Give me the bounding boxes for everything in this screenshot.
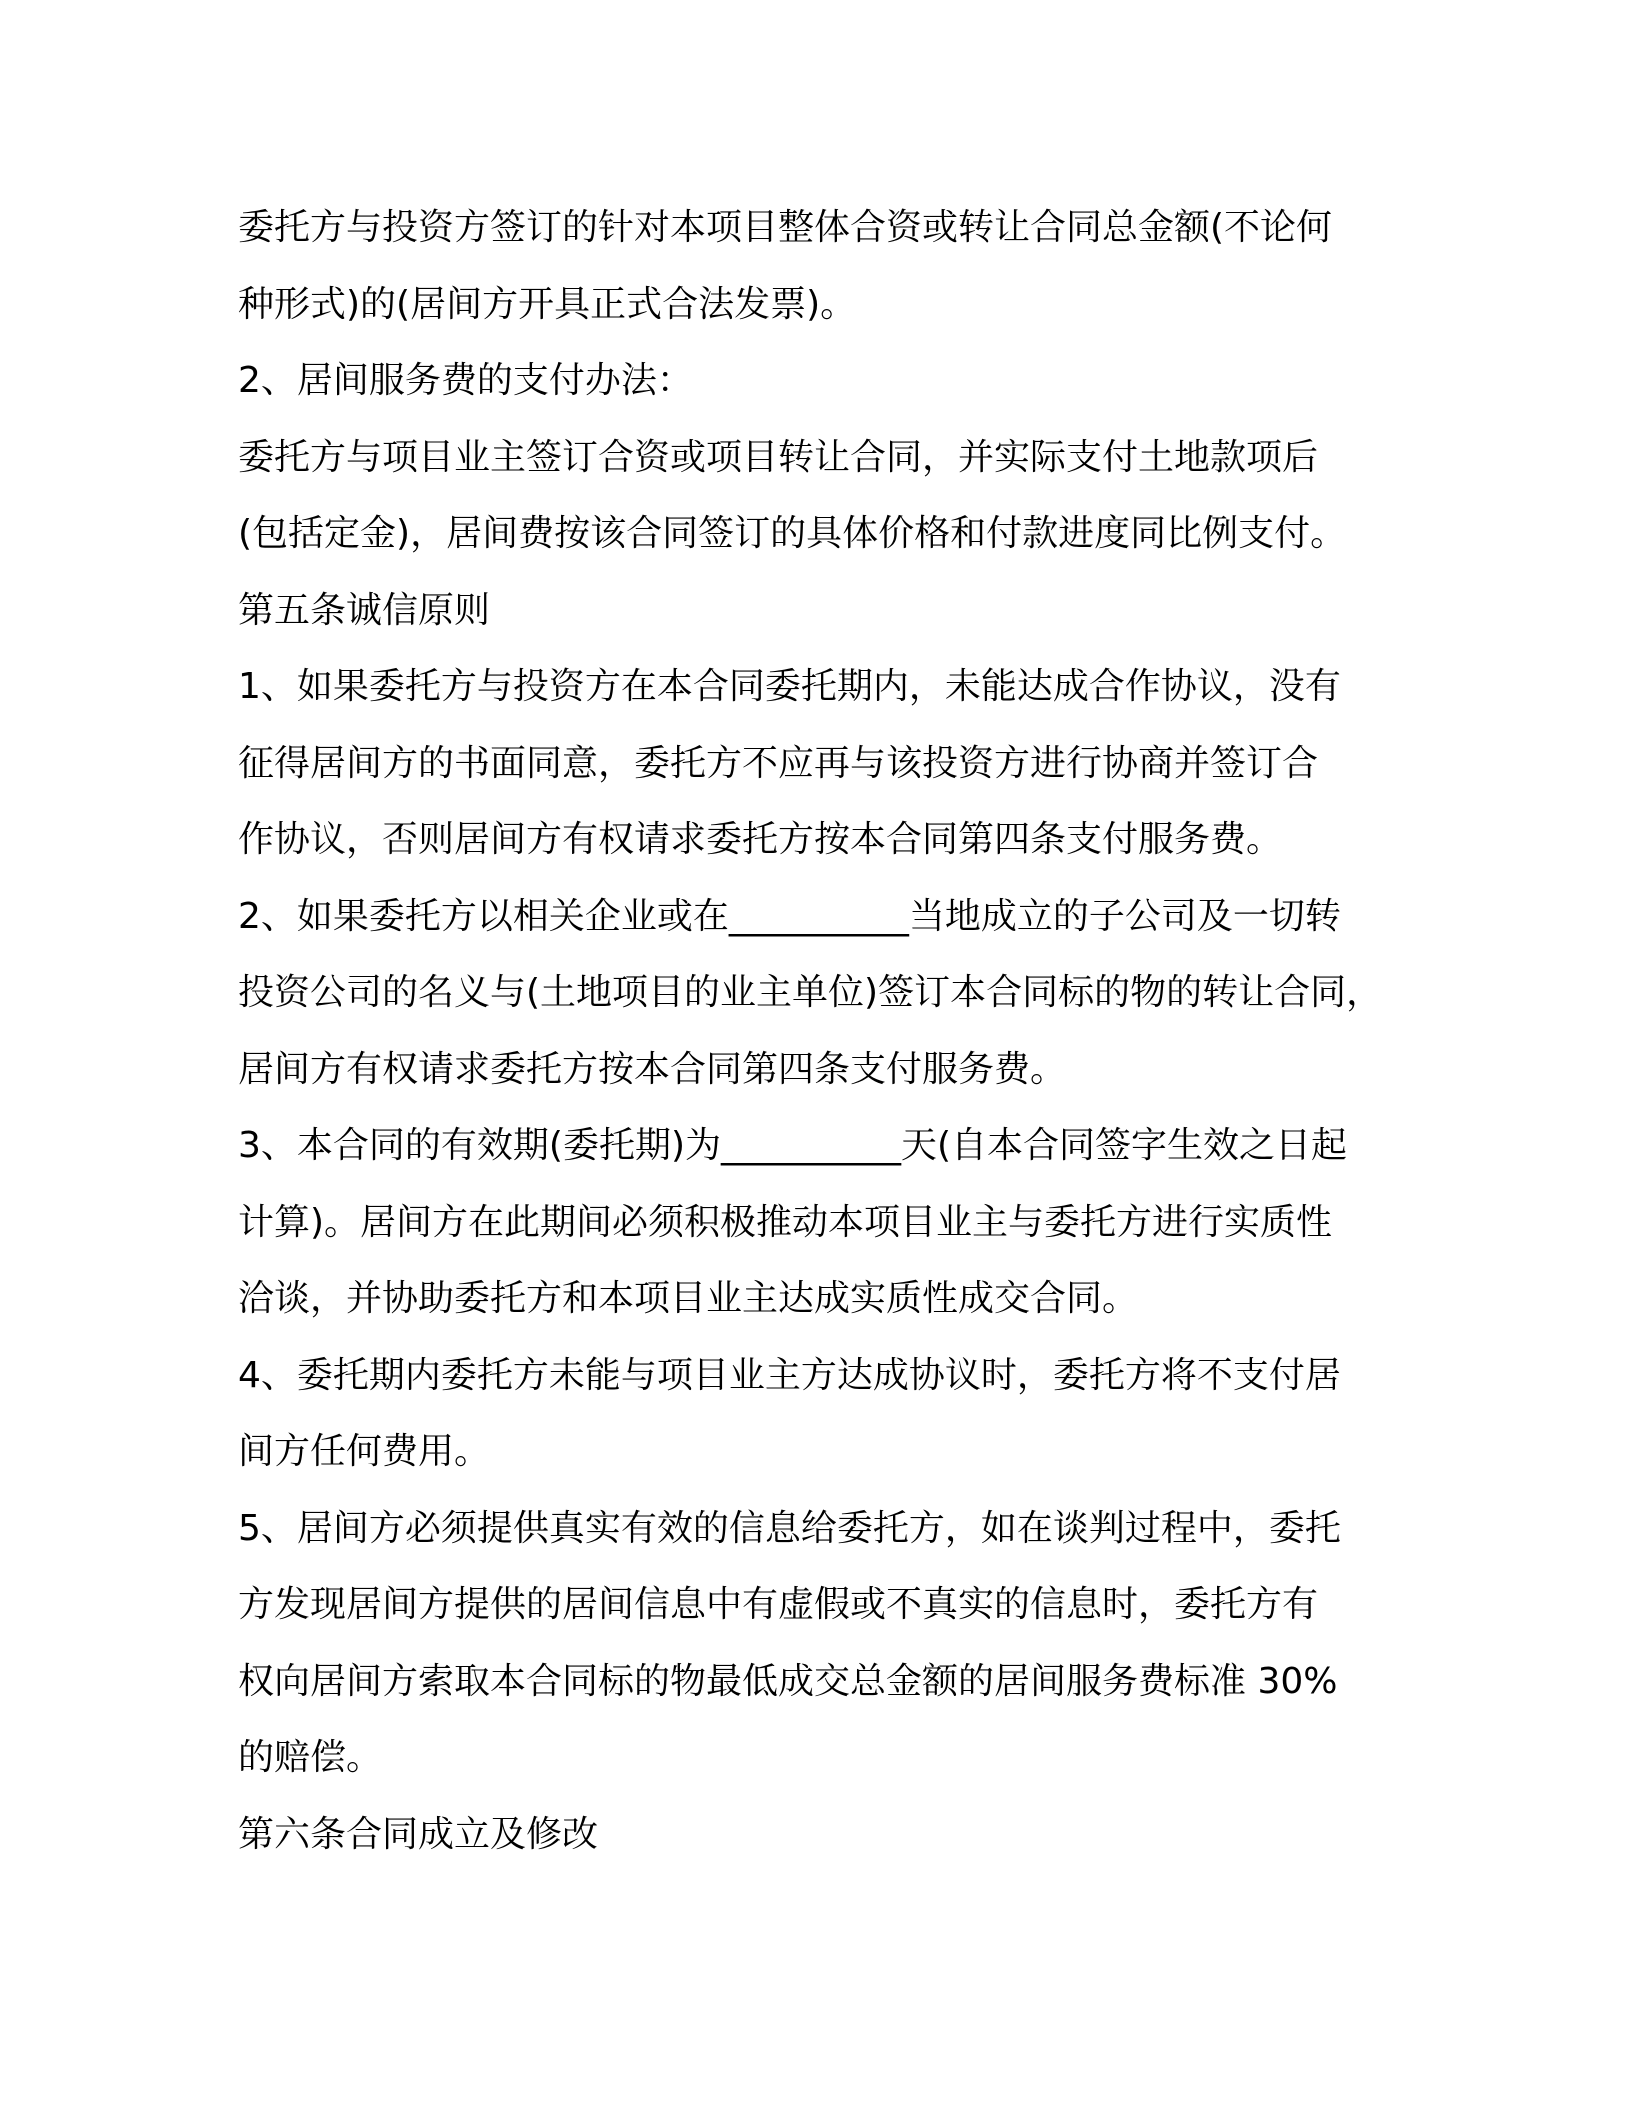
text-line: 委托方与投资方签订的针对本项目整体合资或转让合同总金额(不论何 xyxy=(238,207,1333,248)
text-line: 权向居间方索取本合同标的物最低成交总金额的居间服务费标准 30% xyxy=(238,1660,1338,1702)
text-line: 1、如果委托方与投资方在本合同委托期内，未能达成合作协议，没有 xyxy=(238,666,1341,707)
text-line: 3、本合同的有效期(委托期)为__________天(自本合同签字生效之日起 xyxy=(238,1125,1348,1166)
text-line: (包括定金)，居间费按该合同签订的具体价格和付款进度同比例支付。 xyxy=(238,513,1347,554)
text-line: 计算)。居间方在此期间必须积极推动本项目业主与委托方进行实质性 xyxy=(238,1201,1333,1243)
text-line: 4、委托期内委托方未能与项目业主方达成协议时，委托方将不支付居 xyxy=(238,1354,1341,1396)
text-line: 洽谈，并协助委托方和本项目业主达成实质性成交合同。 xyxy=(238,1278,1139,1319)
text-line: 间方任何费用。 xyxy=(238,1431,491,1472)
text-line: 的赔偿。 xyxy=(238,1737,383,1778)
text-line: 居间方有权请求委托方按本合同第四条支付服务费。 xyxy=(238,1048,1067,1090)
text-line: 5、居间方必须提供真实有效的信息给委托方，如在谈判过程中，委托 xyxy=(238,1507,1341,1549)
section-heading: 第五条诚信原则 xyxy=(238,589,491,631)
text-line: 作协议，否则居间方有权请求委托方按本合同第四条支付服务费。 xyxy=(238,819,1283,860)
text-line: 2、居间服务费的支付办法： xyxy=(238,360,693,401)
document-body xyxy=(238,190,1418,1873)
text-line: 委托方与项目业主签订合资或项目转让合同，并实际支付土地款项后 xyxy=(238,436,1319,478)
text-line: 征得居间方的书面同意，委托方不应再与该投资方进行协商并签订合 xyxy=(238,742,1319,784)
text-line: 2、如果委托方以相关企业或在__________当地成立的子公司及一切转 xyxy=(238,895,1341,937)
text-line: 种形式)的(居间方开具正式合法发票)。 xyxy=(238,283,857,325)
text-line: 投资公司的名义与(土地项目的业主单位)签订本合同标的物的转让合同， xyxy=(238,972,1383,1013)
text-line: 方发现居间方提供的居间信息中有虚假或不真实的信息时，委托方有 xyxy=(238,1584,1319,1625)
section-heading: 第六条合同成立及修改 xyxy=(238,1813,599,1855)
